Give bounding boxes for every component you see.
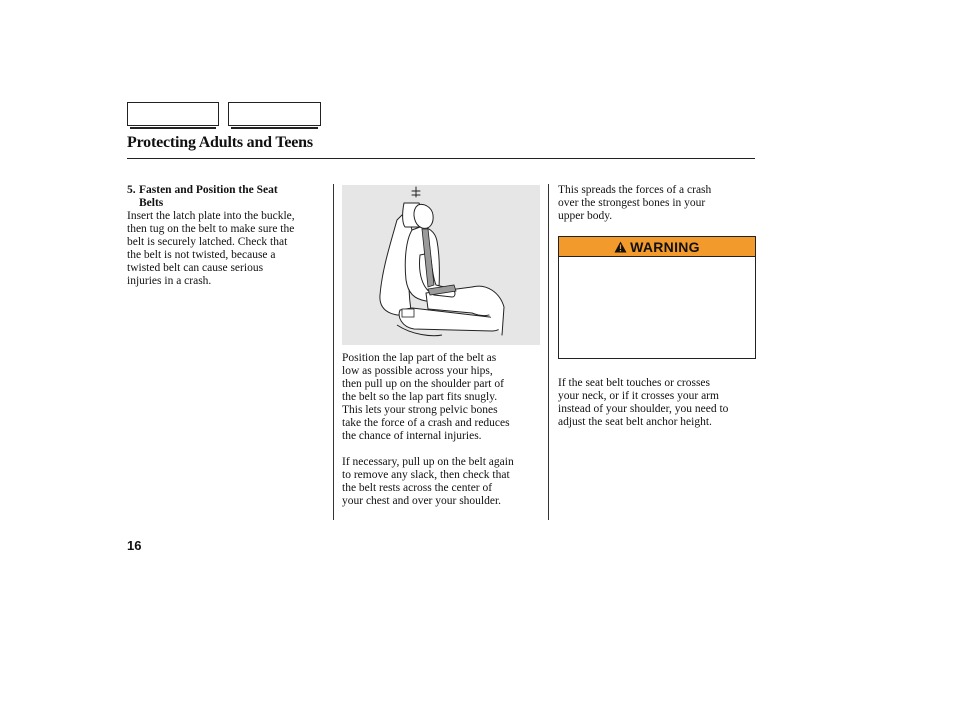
text-line: take the force of a crash and reduces bbox=[342, 417, 510, 429]
paragraph-1 bbox=[342, 352, 542, 443]
text-line: Position the lap part of the belt as bbox=[342, 352, 497, 364]
column-divider-1 bbox=[333, 184, 334, 520]
text-line: to remove any slack, then check that bbox=[342, 469, 510, 481]
text-line: This spreads the forces of a crash bbox=[558, 184, 712, 196]
step-number: 5. bbox=[127, 184, 136, 196]
lap-belt-instructions bbox=[342, 352, 542, 508]
column-divider-2 bbox=[548, 184, 549, 520]
step-title-line-2: Belts bbox=[139, 197, 164, 209]
step-heading bbox=[127, 184, 327, 210]
step-title-line-1: Fasten and Position the Seat bbox=[139, 184, 278, 196]
body-line: injuries in a crash. bbox=[127, 275, 212, 287]
seated-person-icon bbox=[342, 185, 540, 345]
text-line: instead of your shoulder, you need to bbox=[558, 403, 729, 415]
title-divider bbox=[127, 158, 755, 159]
text-line: If the seat belt touches or crosses bbox=[558, 377, 711, 389]
warning-label: WARNING bbox=[630, 238, 700, 255]
text-line: If necessary, pull up on the belt again bbox=[342, 456, 514, 468]
text-line: the belt rests across the center of bbox=[342, 482, 493, 494]
warning-header bbox=[559, 237, 755, 257]
section-title: Protecting Adults and Teens bbox=[127, 134, 313, 151]
text-line: This lets your strong pelvic bones bbox=[342, 404, 498, 416]
text-line: your chest and over your shoulder. bbox=[342, 495, 502, 507]
body-line: then tug on the belt to make sure the bbox=[127, 223, 295, 235]
body-line: twisted belt can cause serious bbox=[127, 262, 264, 274]
text-line: the chance of internal injuries. bbox=[342, 430, 482, 442]
body-line: Insert the latch plate into the buckle, bbox=[127, 210, 295, 222]
page-number: 16 bbox=[127, 538, 142, 553]
text-line: upper body. bbox=[558, 210, 613, 222]
text-line: the belt so the lap part fits snugly. bbox=[342, 391, 498, 403]
text-line: over the strongest bones in your bbox=[558, 197, 706, 209]
nav-tab-box-2[interactable] bbox=[228, 102, 321, 126]
seat-belt-illustration bbox=[342, 185, 540, 345]
body-line: the belt is not twisted, because a bbox=[127, 249, 276, 261]
step-body bbox=[127, 210, 327, 288]
text-line: your neck, or if it crosses your arm bbox=[558, 390, 719, 402]
nav-tab-box-1[interactable] bbox=[127, 102, 219, 126]
paragraph-2 bbox=[342, 456, 542, 508]
warning-triangle-icon bbox=[614, 241, 627, 253]
text-line: low as possible across your hips, bbox=[342, 365, 493, 377]
intro-paragraph bbox=[558, 184, 758, 223]
anchor-height-note bbox=[558, 377, 758, 429]
text-line: adjust the seat belt anchor height. bbox=[558, 416, 712, 428]
text-line: then pull up on the shoulder part of bbox=[342, 378, 504, 390]
instruction-column bbox=[127, 184, 327, 288]
warning-box bbox=[558, 236, 756, 359]
body-line: belt is securely latched. Check that bbox=[127, 236, 288, 248]
